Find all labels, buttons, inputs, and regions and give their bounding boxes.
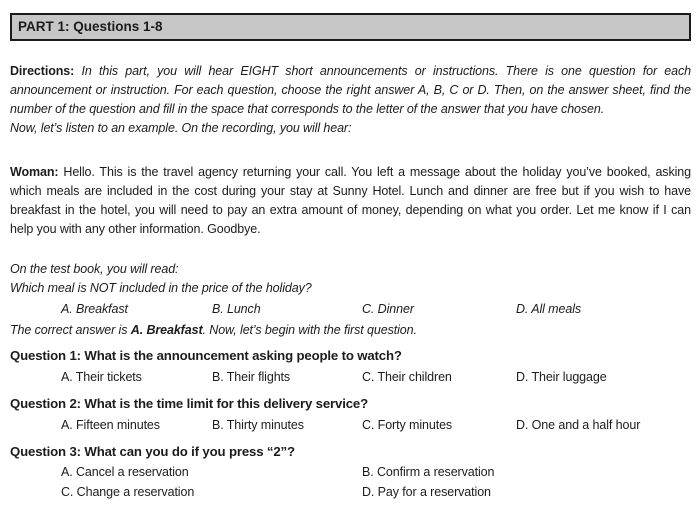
- part-header-title: PART 1: Questions 1-8: [18, 19, 163, 34]
- question-title: Question 1: What is the announcement asking people to watch?: [10, 348, 402, 363]
- answer-bold: A. Breakfast: [130, 323, 203, 337]
- question-option: D. One and a half hour: [516, 418, 641, 432]
- question-options-row: [61, 414, 691, 436]
- example-options-row: [61, 298, 691, 320]
- question-option: A. Cancel a reservation: [61, 465, 189, 479]
- directions-label: Directions:: [10, 64, 75, 78]
- directions-text: In this part, you will hear EIGHT short announcements or instructions. There is one question for each announcement or instruction. For each question, choose the right answer A, B, C or D. Then, on the answer sheet, find the number of the question and fill in the space that corresponds to the letter of the answer that you have chosen.: [10, 64, 692, 116]
- question-option: C. Their children: [362, 370, 452, 384]
- answer-prefix: The correct answer is: [10, 323, 131, 337]
- question-option: B. Thirty minutes: [212, 418, 304, 432]
- question-option: B. Their flights: [212, 370, 291, 384]
- directions-paragraph: [10, 62, 691, 119]
- example-option: D. All meals: [516, 302, 582, 316]
- question-block: [10, 345, 691, 388]
- answer-suffix: . Now, let’s begin with the first question.: [202, 323, 417, 337]
- question-option: C. Forty minutes: [362, 418, 453, 432]
- question-option: B. Confirm a reservation: [362, 465, 495, 479]
- question-title: Question 3: What can you do if you press “2”?: [10, 444, 295, 459]
- question-option: A. Fifteen minutes: [61, 418, 160, 432]
- example-option: C. Dinner: [362, 302, 414, 316]
- speaker-speech: Hello. This is the travel agency returning your call. You left a message about the holiday you’ve booked, asking which meals are included in the cost during your stay at Sunny Hotel. Lunch and dinner are free but if you wish to have breakfast in the hotel, you will need to pay an extra amount of money, depending on what you order. Let me know if I can help you with any other information. Goodbye.: [10, 165, 691, 236]
- example-option: B. Lunch: [212, 302, 261, 316]
- question-option: A. Their tickets: [61, 370, 142, 384]
- speaker-label: Woman:: [10, 165, 59, 179]
- question-options-grid: [61, 462, 691, 502]
- question-options-row: [61, 366, 691, 388]
- woman-paragraph: [10, 163, 691, 239]
- listen-example-line: Now, let’s listen to an example. On the recording, you will hear:: [10, 121, 352, 135]
- question-title: Question 2: What is the time limit for this delivery service?: [10, 396, 368, 411]
- question-option: D. Pay for a reservation: [362, 485, 491, 499]
- question-block: [10, 441, 691, 502]
- question-block: [10, 393, 691, 436]
- example-option: A. Breakfast: [61, 302, 128, 316]
- part-header: [10, 13, 691, 41]
- correct-answer-line: [10, 320, 691, 340]
- example-question-line: Which meal is NOT included in the price of the holiday?: [10, 281, 312, 295]
- question-option: C. Change a reservation: [61, 485, 195, 499]
- question-option: D. Their luggage: [516, 370, 607, 384]
- test-book-line: On the test book, you will read:: [10, 262, 179, 276]
